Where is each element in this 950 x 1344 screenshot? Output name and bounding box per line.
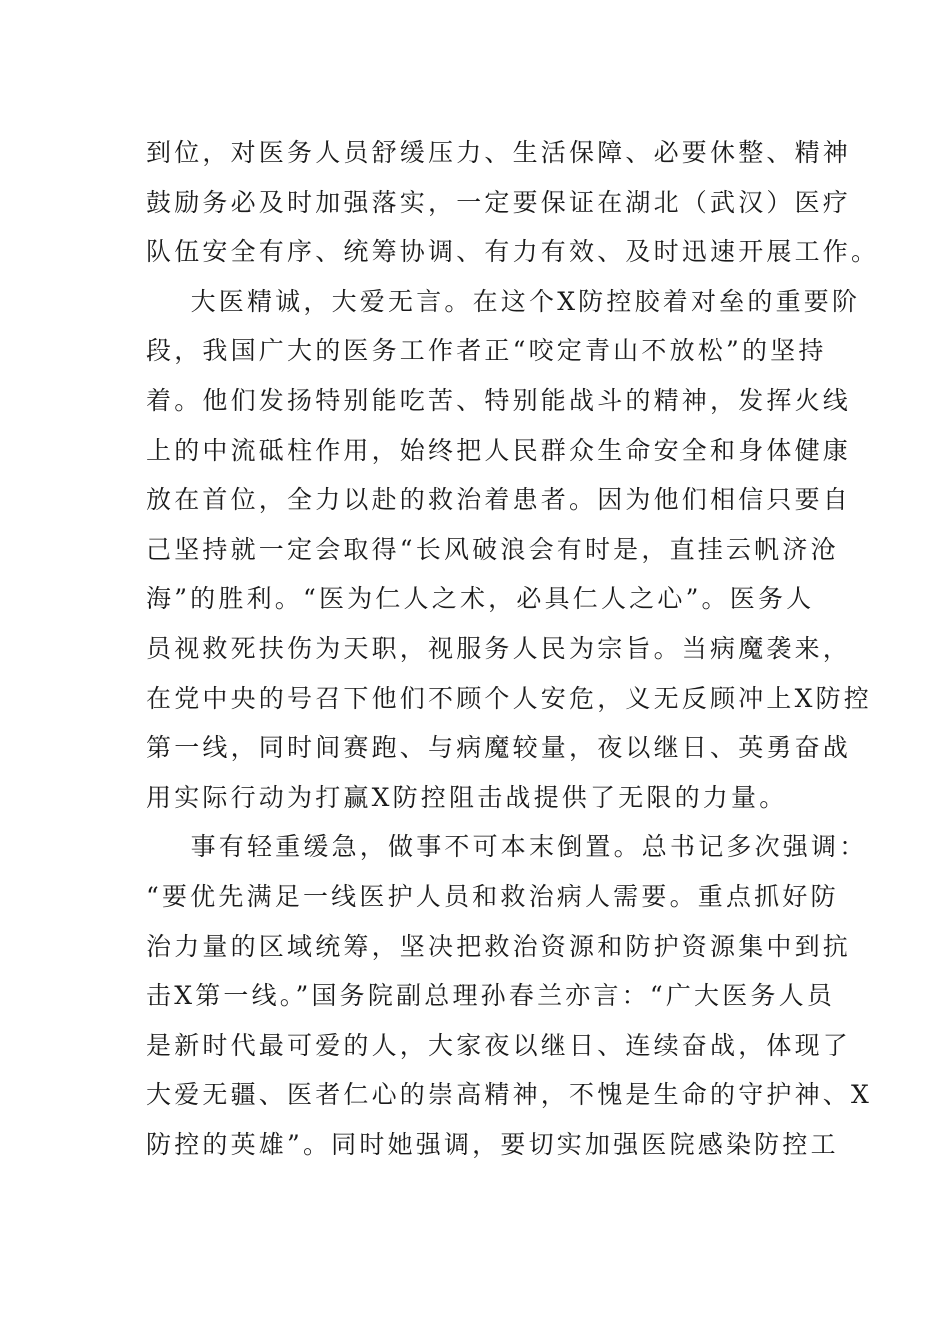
document-body [146, 128, 880, 1169]
text-line: 着。他们发扬特别能吃苦、特别能战斗的精神，发挥火线 [146, 385, 852, 415]
text-line: 击Ⅹ第一线。”国务院副总理孙春兰亦言：“广大医务人员 [146, 981, 836, 1011]
text-line: 己坚持就一定会取得“长风破浪会有时是，直挂云帆济沧 [146, 534, 839, 564]
text-line: 队伍安全有序、统筹协调、有力有效、及时迅速开展工作。 [146, 237, 880, 267]
text-line: 到位，对医务人员舒缓压力、生活保障、必要休整、精神 [146, 138, 852, 167]
text-line: 用实际行动为打赢Ⅹ防控阻击战提供了无限的力量。 [146, 782, 788, 812]
text-line: 鼓励务必及时加强落实，一定要保证在湖北（武汉）医疗 [146, 187, 852, 217]
text-line: 海”的胜利。“医为仁人之术，必具仁人之心”。医务人 [146, 584, 815, 614]
text-line: “要优先满足一线医护人员和救治病人需要。重点抓好防 [146, 881, 839, 911]
text-line: 治力量的区域统筹，坚决把救治资源和防护资源集中到抗 [146, 931, 852, 961]
text-line: 第一线，同时间赛跑、与病魔较量，夜以继日、英勇奋战 [146, 733, 852, 763]
text-line: 上的中流砥柱作用，始终把人民群众生命安全和身体健康 [146, 435, 852, 465]
paragraph-start-line: 大医精诚，大爱无言。在这个Ⅹ防控胶着对垒的重要阶 [146, 286, 861, 316]
text-line: 防控的英雄”。同时她强调，要切实加强医院感染防控工 [146, 1129, 839, 1159]
text-line: 员视救死扶伤为天职，视服务人民为宗旨。当病魔袭来， [146, 633, 852, 663]
text-line: 在党中央的号召下他们不顾个人安危，义无反顾冲上Ⅹ防控 [146, 683, 873, 713]
text-line: 是新时代最可爱的人，大家夜以继日、连续奋战，体现了 [146, 1030, 852, 1060]
text-line: 段，我国广大的医务工作者正“咬定青山不放松”的坚持 [146, 336, 827, 366]
text-line: 大爱无疆、医者仁心的崇高精神，不愧是生命的守护神、Ⅹ [146, 1080, 873, 1110]
paragraph-start-line: 事有轻重缓急，做事不可本末倒置。总书记多次强调： [146, 832, 868, 862]
text-line: 放在首位，全力以赴的救治着患者。因为他们相信只要自 [146, 485, 852, 515]
